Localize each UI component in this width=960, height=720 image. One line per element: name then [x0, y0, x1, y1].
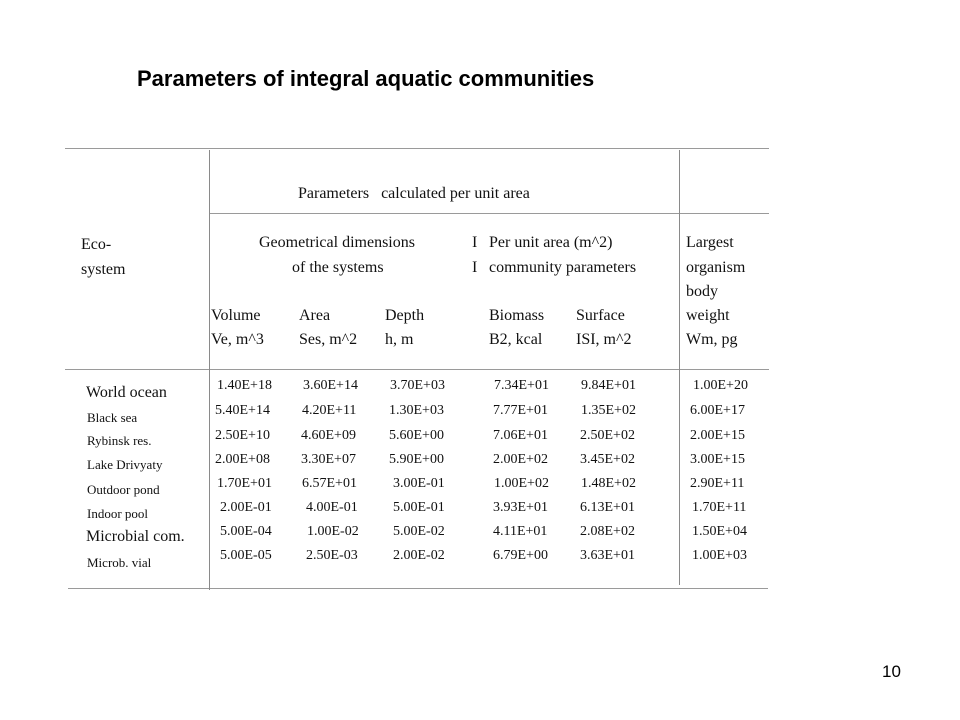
ecosystem-name: Microb. vial	[87, 555, 152, 570]
geometry-header-line1: Geometrical dimensions	[259, 234, 415, 251]
column-unit-area: Ses, m^2	[299, 331, 358, 348]
largest-header-line3: body	[686, 283, 718, 300]
ecosystem-name: Lake Drivyaty	[87, 457, 163, 472]
biomass-cell: 4.11E+01	[493, 524, 548, 539]
biomass-cell: 7.06E+01	[493, 428, 548, 443]
column-unit-biomass: B2, kcal	[489, 331, 543, 348]
area-cell: 4.00E-01	[306, 500, 358, 515]
weight-cell: 1.50E+04	[692, 524, 747, 539]
biomass-cell: 7.34E+01	[494, 378, 549, 393]
area-cell: 4.20E+11	[302, 403, 357, 418]
surface-cell: 6.13E+01	[580, 500, 635, 515]
largest-header-line1: Largest	[686, 234, 734, 251]
depth-cell: 3.00E-01	[393, 476, 445, 491]
volume-cell: 5.40E+14	[215, 403, 270, 418]
surface-cell: 2.08E+02	[580, 524, 635, 539]
table-row	[0, 452, 960, 476]
area-cell: 3.30E+07	[301, 452, 356, 467]
surface-cell: 1.35E+02	[581, 403, 636, 418]
surface-cell: 3.45E+02	[580, 452, 635, 467]
depth-cell: 5.00E-01	[393, 500, 445, 515]
ecosystem-name: Outdoor pond	[87, 482, 160, 497]
depth-cell: 2.00E-02	[393, 548, 445, 563]
volume-cell: 5.00E-04	[220, 524, 272, 539]
weight-cell: 1.00E+03	[692, 548, 747, 563]
volume-cell: 2.00E-01	[220, 500, 272, 515]
depth-cell: 5.00E-02	[393, 524, 445, 539]
ecosystem-name: Black sea	[87, 410, 138, 425]
weight-cell: 1.70E+11	[692, 500, 747, 515]
volume-cell: 2.00E+08	[215, 452, 270, 467]
group-header-title: Parameters calculated per unit area	[298, 185, 530, 202]
table-bottom-rule	[68, 588, 768, 589]
column-unit-volume: Ve, m^3	[211, 331, 264, 348]
surface-cell: 1.48E+02	[581, 476, 636, 491]
table-top-rule	[65, 148, 769, 149]
page-number: 10	[882, 662, 901, 681]
depth-cell: 3.70E+03	[390, 378, 445, 393]
surface-cell: 3.63E+01	[580, 548, 635, 563]
column-unit-surface: ISI, m^2	[576, 331, 632, 348]
eco-header-line2: system	[81, 261, 126, 278]
depth-cell: 5.60E+00	[389, 428, 444, 443]
volume-cell: 1.70E+01	[217, 476, 272, 491]
largest-header-line4: weight	[686, 307, 730, 324]
column-header-volume: Volume	[211, 307, 261, 324]
community-header-line1: Per unit area (m^2)	[489, 234, 613, 251]
biomass-cell: 3.93E+01	[493, 500, 548, 515]
eco-header-line1: Eco-	[81, 236, 112, 253]
ecosystem-name: Indoor pool	[87, 506, 149, 521]
surface-cell: 9.84E+01	[581, 378, 636, 393]
biomass-cell: 6.79E+00	[493, 548, 548, 563]
biomass-cell: 7.77E+01	[493, 403, 548, 418]
surface-cell: 2.50E+02	[580, 428, 635, 443]
column-header-surface: Surface	[576, 307, 625, 324]
area-cell: 2.50E-03	[306, 548, 358, 563]
depth-cell: 5.90E+00	[389, 452, 444, 467]
column-header-area: Area	[299, 307, 331, 324]
community-header-line2: community parameters	[489, 259, 637, 276]
column-header-biomass: Biomass	[489, 307, 545, 324]
area-cell: 1.00E-02	[307, 524, 359, 539]
table-row	[0, 500, 960, 524]
group-header-rule	[209, 213, 769, 214]
volume-cell: 5.00E-05	[220, 548, 272, 563]
table-row	[0, 378, 960, 402]
area-cell: 4.60E+09	[301, 428, 356, 443]
page-title: Parameters of integral aquatic communities	[137, 66, 595, 91]
largest-header-line2: organism	[686, 259, 746, 276]
header-separator: I	[472, 234, 478, 251]
table-row	[0, 524, 960, 548]
table-row	[0, 476, 960, 500]
area-cell: 3.60E+14	[303, 378, 358, 393]
table-row	[0, 428, 960, 452]
weight-cell: 1.00E+20	[693, 378, 748, 393]
weight-cell: 3.00E+15	[690, 452, 745, 467]
header-bottom-rule	[65, 369, 769, 370]
ecosystem-name: World ocean	[86, 384, 167, 401]
ecosystem-name: Rybinsk res.	[87, 433, 152, 448]
weight-cell: 6.00E+17	[690, 403, 745, 418]
weight-cell: 2.90E+11	[690, 476, 745, 491]
header-separator: I	[472, 259, 478, 276]
largest-header-line5: Wm, pg	[686, 331, 738, 348]
ecosystem-name: Microbial com.	[86, 528, 185, 545]
biomass-cell: 2.00E+02	[493, 452, 548, 467]
table-row	[0, 548, 960, 572]
geometry-header-line2: of the systems	[292, 259, 384, 276]
biomass-cell: 1.00E+02	[494, 476, 549, 491]
table-row	[0, 403, 960, 427]
area-cell: 6.57E+01	[302, 476, 357, 491]
weight-cell: 2.00E+15	[690, 428, 745, 443]
column-header-depth: Depth	[385, 307, 425, 324]
volume-cell: 1.40E+18	[217, 378, 272, 393]
column-unit-depth: h, m	[385, 331, 414, 348]
depth-cell: 1.30E+03	[389, 403, 444, 418]
volume-cell: 2.50E+10	[215, 428, 270, 443]
